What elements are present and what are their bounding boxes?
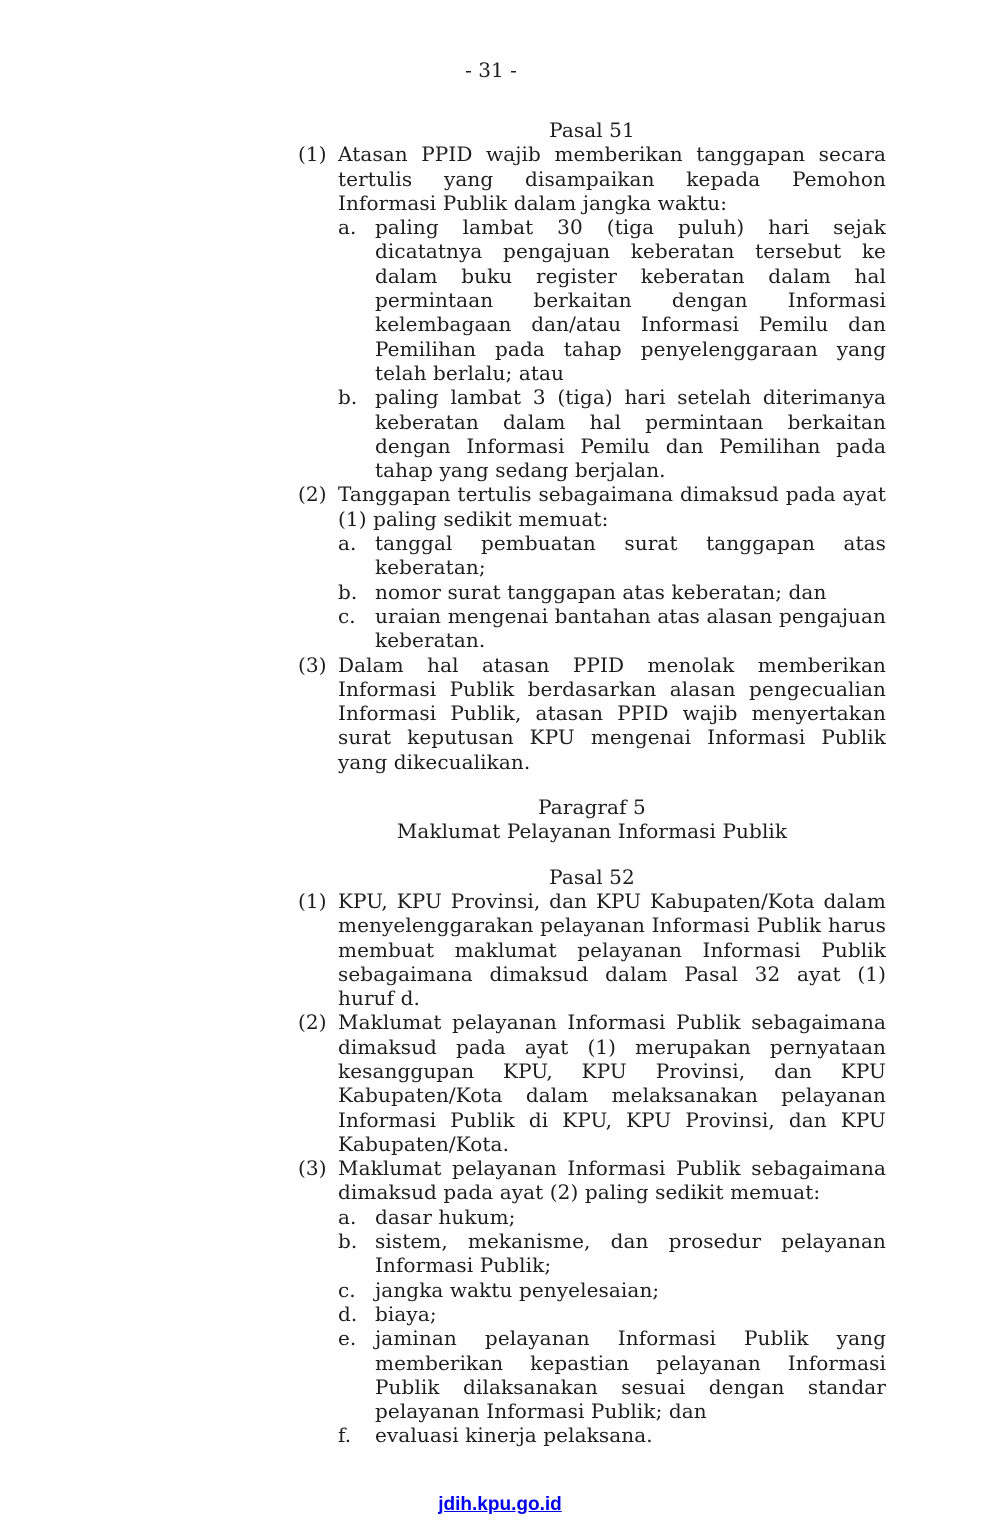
subitem-text: jangka waktu penyelesaian;: [375, 1277, 660, 1302]
subitem-text: dasar hukum;: [375, 1204, 516, 1229]
section-heading: [298, 795, 886, 844]
document-body: [298, 118, 886, 1448]
subitem-letter: e.: [338, 1326, 357, 1351]
item-number: (3): [298, 652, 327, 677]
subitem-letter: a.: [338, 531, 357, 556]
subitem-letter: a.: [338, 1204, 357, 1229]
subitem-text: nomor surat tanggapan atas keberatan; dan: [375, 579, 827, 604]
section-heading: [298, 865, 886, 889]
subitem-text: uraian mengenai bantahan atas alasan pengajuan keberatan.: [375, 603, 886, 653]
numbered-item: [298, 889, 886, 1010]
subitem-letter: d.: [338, 1301, 358, 1326]
item-number: (3): [298, 1156, 327, 1181]
item-number: (1): [298, 888, 327, 913]
section-heading: [298, 118, 886, 142]
lettered-subitem: [338, 604, 886, 653]
subitem-letter: b.: [338, 1229, 358, 1254]
item-body: [338, 142, 886, 482]
subitem-letter: f.: [338, 1423, 352, 1448]
item-text: Dalam hal atasan PPID menolak memberikan Informasi Publik berdasarkan alasan pengecualian Informasi Publik, atasan PPID wajib menyertakan surat keputusan KPU mengenai Informasi Publik yang dikecualikan.: [338, 652, 886, 774]
item-number: (1): [298, 142, 327, 167]
item-body: [338, 482, 886, 652]
lettered-subitem: [338, 1326, 886, 1423]
subitem-letter: c.: [338, 1277, 356, 1302]
subitem-text: paling lambat 3 (tiga) hari setelah diterimanya keberatan dalam hal permintaan berkaitan dengan Informasi Pemilu dan Pemilihan pada tahap yang sedang berjalan.: [375, 385, 886, 483]
item-number: (2): [298, 1010, 327, 1035]
numbered-item: [298, 1010, 886, 1156]
numbered-item: [298, 142, 886, 482]
subitem-text: evaluasi kinerja pelaksana.: [375, 1423, 653, 1448]
lettered-subitem: [338, 215, 886, 385]
item-text: KPU, KPU Provinsi, dan KPU Kabupaten/Kota dalam menyelenggarakan pelayanan Informasi Publik harus membuat maklumat pelayanan Informasi Publik sebagaimana dimaksud dalam Pasal 32 ayat (1) huruf d.: [338, 888, 886, 1011]
numbered-item: [298, 482, 886, 652]
item-body: [338, 1010, 886, 1156]
lettered-subitem: [338, 1278, 886, 1302]
subitem-letter: a.: [338, 215, 357, 240]
item-number: (2): [298, 482, 327, 507]
subitem-letter: b.: [338, 579, 358, 604]
item-text: Maklumat pelayanan Informasi Publik sebagaimana dimaksud pada ayat (2) paling sedikit memuat:: [338, 1156, 886, 1205]
lettered-subitem: [338, 1205, 886, 1229]
subitem-text: jaminan pelayanan Informasi Publik yang memberikan kepastian pelayanan Informasi Publik dilaksanakan sesuai dengan standar pelayanan Informasi Publik; dan: [375, 1326, 886, 1424]
lettered-subitem: [338, 1229, 886, 1278]
subitem-text: biaya;: [375, 1301, 437, 1326]
heading-line: Pasal 51: [549, 118, 635, 142]
heading-line: Maklumat Pelayanan Informasi Publik: [396, 819, 788, 844]
item-text: Atasan PPID wajib memberikan tanggapan secara tertulis yang disampaikan kepada Pemohon Informasi Publik dalam jangka waktu:: [338, 142, 886, 215]
subitem-text: paling lambat 30 (tiga puluh) hari sejak dicatatnya pengajuan keberatan tersebut ke dalam buku register keberatan dalam hal permintaan berkaitan dengan Informasi kelembagaan dan/atau Informasi Pemilu dan Pemilihan pada tahap penyelenggaraan yang telah berlalu; atau: [375, 215, 886, 385]
numbered-item: [298, 653, 886, 774]
subitem-text: tanggal pembuatan surat tanggapan atas keberatan;: [375, 531, 886, 580]
heading-line: Paragraf 5: [538, 795, 646, 820]
item-text: Maklumat pelayanan Informasi Publik sebagaimana dimaksud pada ayat (1) merupakan pernyataan kesanggupan KPU, KPU Provinsi, dan KPU Kabupaten/Kota dalam melaksanakan pelayanan Informasi Publik di KPU, KPU Provinsi, dan KPU Kabupaten/Kota.: [338, 1010, 886, 1156]
item-text: Tanggapan tertulis sebagaimana dimaksud pada ayat (1) paling sedikit memuat:: [338, 482, 886, 531]
lettered-subitem: [338, 1423, 886, 1447]
item-body: [338, 653, 886, 774]
subitem-letter: c.: [338, 603, 356, 628]
heading-line: Pasal 52: [549, 864, 635, 889]
page-number: - 31 -: [465, 58, 517, 82]
numbered-item: [298, 1156, 886, 1448]
item-body: [338, 1156, 886, 1448]
lettered-subitem: [338, 531, 886, 580]
item-body: [338, 889, 886, 1010]
jdih-footer-link[interactable]: jdih.kpu.go.id: [438, 1494, 562, 1515]
subitem-letter: b.: [338, 385, 358, 410]
lettered-subitem: [338, 1302, 886, 1326]
subitem-text: sistem, mekanisme, dan prosedur pelayanan Informasi Publik;: [375, 1229, 886, 1278]
page-footer: [0, 1494, 1000, 1516]
lettered-subitem: [338, 385, 886, 482]
lettered-subitem: [338, 580, 886, 604]
